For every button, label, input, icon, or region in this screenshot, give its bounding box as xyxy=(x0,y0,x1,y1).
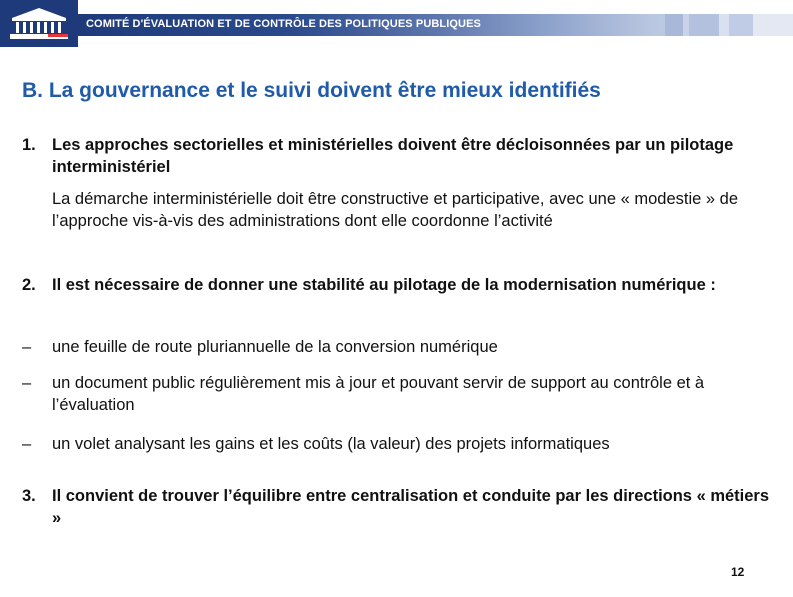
list-item-dash-1 xyxy=(22,336,772,358)
header-title: COMITÉ D'ÉVALUATION ET DE CONTRÔLE DES POLITIQUES PUBLIQUES xyxy=(86,18,481,30)
list-item-text: une feuille de route pluriannuelle de la conversion numérique xyxy=(52,338,498,356)
list-item-dash-3 xyxy=(22,433,772,455)
list-item-text: un document public régulièrement mis à jour et pouvant servir de support au contrôle et à l’évaluation xyxy=(52,374,705,414)
list-marker: – xyxy=(22,374,32,392)
logo-box xyxy=(0,0,78,47)
list-marker: 3. xyxy=(22,487,36,505)
list-item-text: La démarche interministérielle doit être constructive et participative, avec une « modestie » de l’approche vis-à-vis des administrations dont elle coordonne l’activité xyxy=(52,190,739,230)
list-item-2 xyxy=(22,274,772,296)
list-item-dash-2 xyxy=(22,372,772,416)
list-marker: 2. xyxy=(22,276,36,294)
list-marker: – xyxy=(22,338,32,356)
list-item-1 xyxy=(22,134,772,178)
list-item-text: un volet analysant les gains et les coûts (la valeur) des projets informatiques xyxy=(52,435,610,453)
page-number: 12 xyxy=(731,565,745,579)
slide-title: B. La gouvernance et le suivi doivent être mieux identifiés xyxy=(22,79,601,102)
assemblee-nationale-logo-icon xyxy=(4,4,74,42)
list-marker: – xyxy=(22,435,32,453)
list-item-text: Les approches sectorielles et ministérielles doivent être décloisonnées par un pilotage interministériel xyxy=(52,136,734,176)
list-item-text: Il convient de trouver l’équilibre entre centralisation et conduite par les directions « métiers » xyxy=(52,487,770,527)
header xyxy=(0,0,793,47)
list-item-3 xyxy=(22,485,772,529)
list-item-1-detail xyxy=(22,188,772,232)
list-marker: 1. xyxy=(22,136,36,154)
list-item-text: Il est nécessaire de donner une stabilité au pilotage de la modernisation numérique : xyxy=(52,276,716,294)
